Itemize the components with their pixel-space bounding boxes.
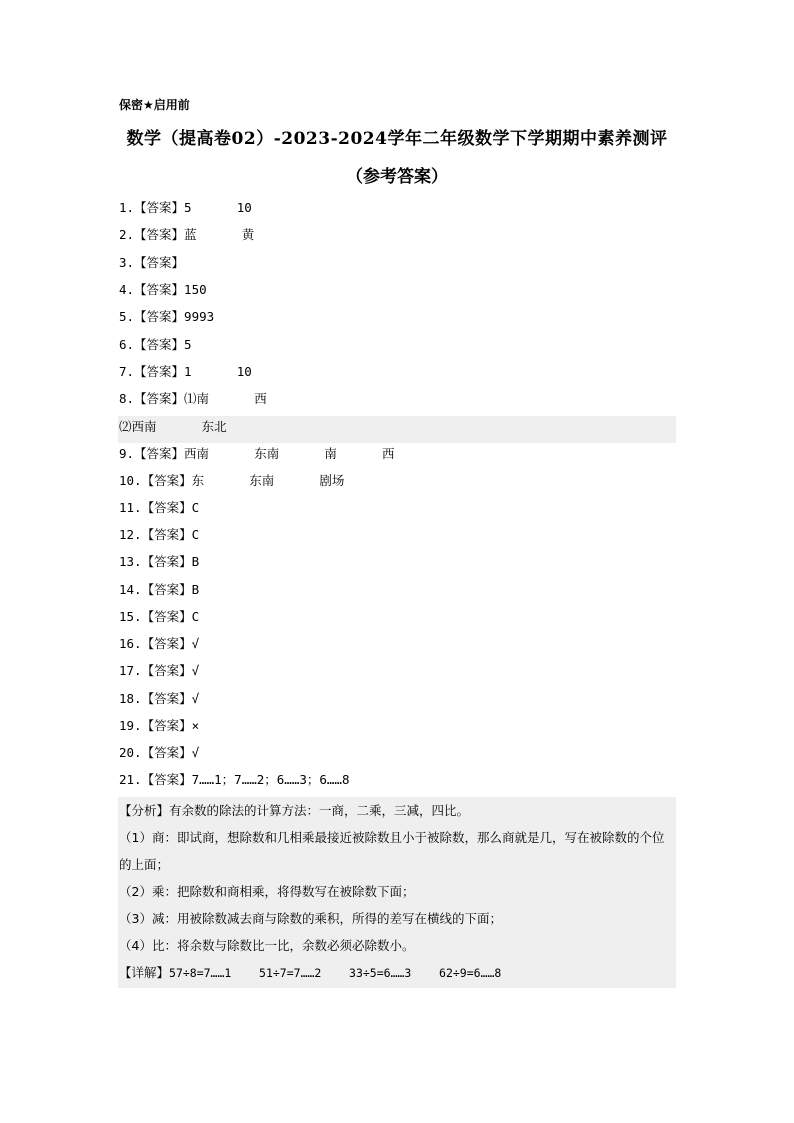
detail-equations: 57÷8=7……1 51÷7=7……2 33÷5=6……3 62÷9=6……8	[169, 966, 502, 980]
detail-label: 【详解】	[119, 965, 170, 980]
answer-2: 2.【答案】蓝 黄	[119, 227, 255, 242]
answer-13: 13.【答案】B	[119, 554, 200, 569]
answer-17: 17.【答案】√	[119, 663, 200, 678]
analysis-intro: 【分析】有余数的除法的计算方法：一商，二乘，三减，四比。	[119, 803, 470, 818]
answer-10: 10.【答案】东 东南 剧场	[119, 473, 345, 488]
answer-15: 15.【答案】C	[119, 609, 200, 624]
page-title: 数学（提高卷02）-2023-2024学年二年级数学下学期期中素养测评	[126, 129, 668, 149]
answer-6: 6.【答案】5	[119, 337, 192, 352]
analysis-step-4: （4）比：将余数与除数比一比，余数必须必除数小。	[119, 938, 415, 953]
page-subtitle: （参考答案）	[346, 167, 448, 187]
answer-18: 18.【答案】√	[119, 691, 200, 706]
answer-8: 8.【答案】⑴南 西	[119, 391, 267, 406]
answer-7: 7.【答案】1 10	[119, 364, 252, 379]
analysis-step-3: （3）减：用被除数减去商与除数的乘积，所得的差写在横线的下面；	[119, 911, 502, 926]
answer-4: 4.【答案】150	[119, 282, 207, 297]
answer-14: 14.【答案】B	[119, 582, 200, 597]
answer-3: 3.【答案】	[119, 255, 185, 270]
answer-5: 5.【答案】9993	[119, 309, 215, 324]
answer-11: 11.【答案】C	[119, 500, 200, 515]
answer-1: 1.【答案】5 10	[119, 200, 252, 215]
confidential-label: 保密★启用前	[119, 98, 190, 112]
answer-12: 12.【答案】C	[119, 527, 200, 542]
answer-8-part2: ⑵西南 东北	[119, 419, 227, 434]
analysis-step-2: （2）乘：把除数和商相乘，将得数写在被除数下面；	[119, 884, 415, 899]
answer-21: 21.【答案】7……1；7……2；6……3；6……8	[119, 772, 350, 787]
analysis-detail	[119, 959, 675, 987]
answer-9: 9.【答案】西南 东南 南 西	[119, 446, 395, 461]
answer-16: 16.【答案】√	[119, 636, 200, 651]
analysis-step-1: （1）商：即试商，想除数和几相乘最接近被除数且小于被除数，那么商就是几，写在被除数的个位的上面；	[119, 830, 665, 872]
answer-19: 19.【答案】×	[119, 718, 200, 733]
answer-20: 20.【答案】√	[119, 745, 200, 760]
